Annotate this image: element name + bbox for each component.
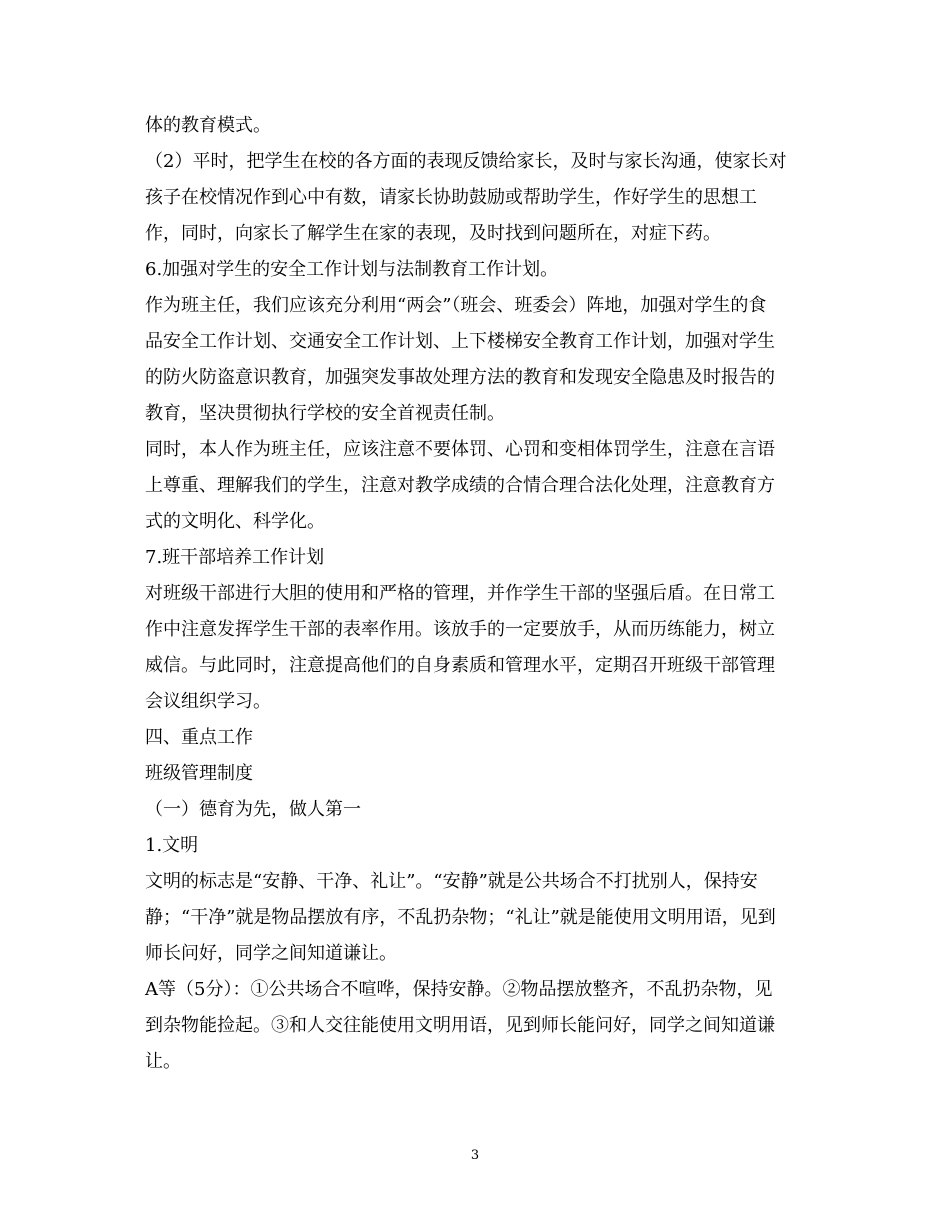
text-line: 作中注意发挥学生干部的表率作用。该放手的一定要放手，从而历练能力，树立 xyxy=(145,619,775,640)
text-line: 同时，本人作为班主任，应该注意不要体罚、心罚和变相体罚学生，注意在言语 xyxy=(145,439,775,460)
section-heading: 1.文明 xyxy=(145,835,199,856)
text-line: 品安全工作计划、交通安全工作计划、上下楼梯安全教育工作计划，加强对学生 xyxy=(145,331,775,352)
section-heading: （一）德育为先，做人第一 xyxy=(145,799,361,820)
section-heading: 四、重点工作 xyxy=(145,727,253,748)
text-line: 静；“干净”就是物品摆放有序，不乱扔杂物；“礼让”就是能使用文明用语，见到 xyxy=(145,907,776,928)
text-line: 师长问好，同学之间知道谦让。 xyxy=(145,943,397,964)
text-line: 作为班主任，我们应该充分利用“两会”（班会、班委会）阵地，加强对学生的食 xyxy=(145,295,767,316)
text-line: 会议组织学习。 xyxy=(145,691,271,712)
text-line: 式的文明化、科学化。 xyxy=(145,511,325,532)
text-line: A等（5分）：①公共场合不喧哗，保持安静。②物品摆放整齐，不乱扔杂物，见 xyxy=(145,979,773,1000)
text-line: （2）平时，把学生在校的各方面的表现反馈给家长，及时与家长沟通，使家长对 xyxy=(145,151,787,172)
body-text xyxy=(145,112,820,1084)
text-line: 作，同时，向家长了解学生在家的表现，及时找到问题所在，对症下药。 xyxy=(145,223,721,244)
section-heading: 班级管理制度 xyxy=(145,763,253,784)
text-line: 体的教育模式。 xyxy=(145,115,271,136)
text-line: 到杂物能捡起。③和人交往能使用文明用语，见到师长能问好，同学之间知道谦 xyxy=(145,1015,775,1036)
text-line: 文明的标志是“安静、干净、礼让”。“安静”就是公共场合不打扰别人，保持安 xyxy=(145,871,758,892)
page-number: 3 xyxy=(470,1148,480,1163)
text-line: 上尊重、理解我们的学生，注意对教学成绩的合情合理合法化处理，注意教育方 xyxy=(145,475,775,496)
section-heading: 7.班干部培养工作计划 xyxy=(145,547,325,568)
section-heading: 6.加强对学生的安全工作计划与法制教育工作计划。 xyxy=(145,259,559,280)
text-line: 让。 xyxy=(145,1051,181,1072)
text-line: 威信。与此同时，注意提高他们的自身素质和管理水平，定期召开班级干部管理 xyxy=(145,655,775,676)
text-line: 孩子在校情况作到心中有数，请家长协助鼓励或帮助学生，作好学生的思想工 xyxy=(145,187,757,208)
text-line: 的防火防盗意识教育，加强突发事故处理方法的教育和发现安全隐患及时报告的 xyxy=(145,367,775,388)
text-line: 教育，坚决贯彻执行学校的安全首视责任制。 xyxy=(145,403,505,424)
text-line: 对班级干部进行大胆的使用和严格的管理，并作学生干部的坚强后盾。在日常工 xyxy=(145,583,775,604)
